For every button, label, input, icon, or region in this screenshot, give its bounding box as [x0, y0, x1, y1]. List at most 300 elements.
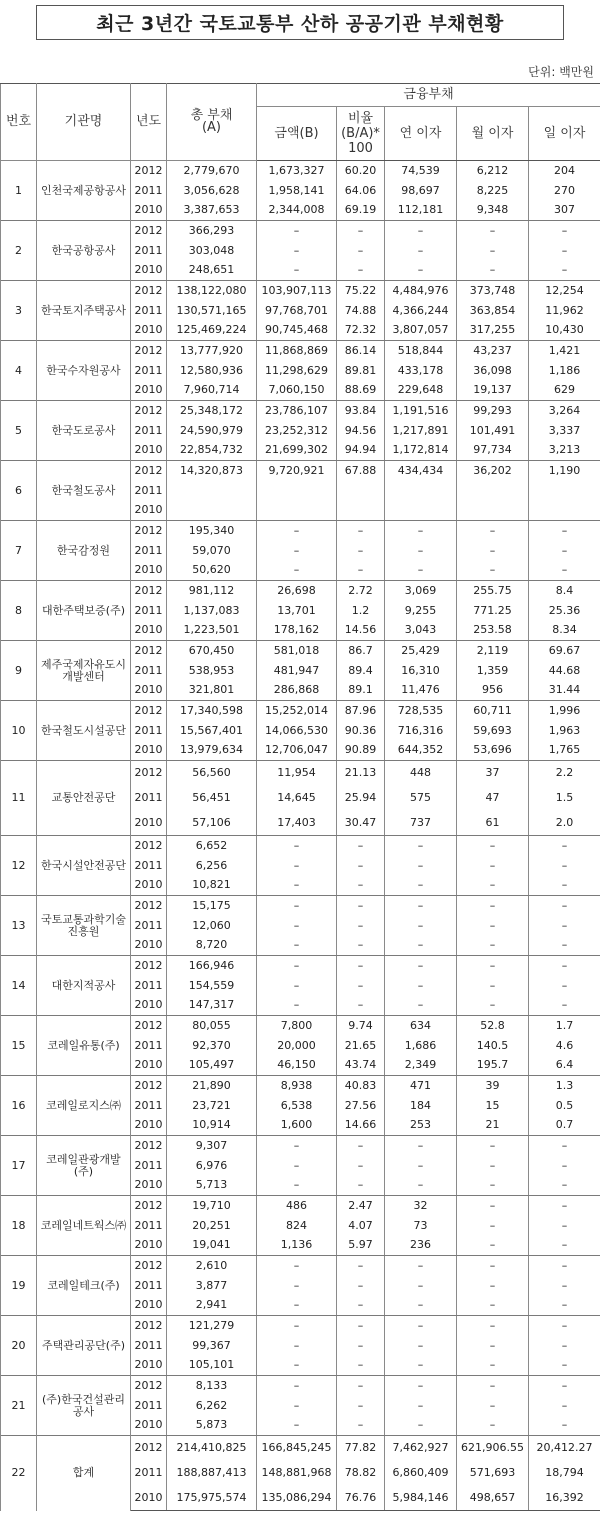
amount-cell: 11,868,869	[257, 341, 337, 361]
monthly-interest-cell: 317,255	[457, 321, 529, 341]
year-cell: 2010	[131, 621, 167, 641]
amount-cell: –	[257, 856, 337, 876]
ratio-cell: –	[337, 1336, 385, 1356]
total-debt-cell: 138,122,080	[167, 281, 257, 301]
year-cell: 2010	[131, 936, 167, 956]
amount-cell: 23,252,312	[257, 421, 337, 441]
row-number: 11	[1, 761, 37, 836]
row-number: 17	[1, 1136, 37, 1196]
daily-interest-cell: 25.36	[529, 601, 600, 621]
annual-interest-cell: –	[385, 1416, 457, 1436]
ratio-cell	[337, 501, 385, 521]
amount-cell: 7,060,150	[257, 381, 337, 401]
ratio-cell: 77.82	[337, 1436, 385, 1461]
monthly-interest-cell: 621,906.55	[457, 1436, 529, 1461]
org-name: 교통안전공단	[37, 761, 131, 836]
daily-interest-cell: 3,337	[529, 421, 600, 441]
monthly-interest-cell: 571,693	[457, 1461, 529, 1486]
amount-cell: 6,538	[257, 1096, 337, 1116]
ratio-cell: 14.66	[337, 1116, 385, 1136]
unit-label: 단위: 백만원	[528, 65, 594, 79]
ratio-cell: 25.94	[337, 786, 385, 811]
header-amount: 금액(B)	[257, 107, 337, 161]
year-cell: 2010	[131, 1116, 167, 1136]
annual-interest-cell: 471	[385, 1076, 457, 1096]
year-cell: 2011	[131, 1461, 167, 1486]
amount-cell: 11,298,629	[257, 361, 337, 381]
monthly-interest-cell: 52.8	[457, 1016, 529, 1036]
monthly-interest-cell: 43,237	[457, 341, 529, 361]
monthly-interest-cell: 498,657	[457, 1486, 529, 1511]
total-debt-cell: 3,056,628	[167, 181, 257, 201]
ratio-cell: –	[337, 521, 385, 541]
amount-cell: –	[257, 521, 337, 541]
ratio-cell: 4.07	[337, 1216, 385, 1236]
monthly-interest-cell: 97,734	[457, 441, 529, 461]
annual-interest-cell: –	[385, 1296, 457, 1316]
row-number: 21	[1, 1376, 37, 1436]
org-name: (주)한국건설관리공사	[37, 1376, 131, 1436]
ratio-cell: –	[337, 1316, 385, 1336]
ratio-cell: –	[337, 241, 385, 261]
amount-cell: –	[257, 976, 337, 996]
year-cell: 2010	[131, 1356, 167, 1376]
row-number: 7	[1, 521, 37, 581]
amount-cell: –	[257, 1376, 337, 1396]
monthly-interest-cell: –	[457, 1416, 529, 1436]
daily-interest-cell: 270	[529, 181, 600, 201]
year-cell: 2012	[131, 521, 167, 541]
annual-interest-cell: –	[385, 916, 457, 936]
daily-interest-cell: 1.7	[529, 1016, 600, 1036]
total-debt-cell: 24,590,979	[167, 421, 257, 441]
monthly-interest-cell: –	[457, 1336, 529, 1356]
monthly-interest-cell: –	[457, 521, 529, 541]
total-debt-cell: 23,721	[167, 1096, 257, 1116]
daily-interest-cell: 31.44	[529, 681, 600, 701]
amount-cell: 2,344,008	[257, 201, 337, 221]
monthly-interest-cell: –	[457, 876, 529, 896]
ratio-cell: 40.83	[337, 1076, 385, 1096]
amount-cell: –	[257, 221, 337, 241]
total-debt-cell: 321,801	[167, 681, 257, 701]
org-name: 대한지적공사	[37, 956, 131, 1016]
monthly-interest-cell: –	[457, 996, 529, 1016]
annual-interest-cell: 253	[385, 1116, 457, 1136]
year-cell: 2012	[131, 641, 167, 661]
ratio-cell: 14.56	[337, 621, 385, 641]
ratio-cell: 1.2	[337, 601, 385, 621]
total-debt-cell: 6,976	[167, 1156, 257, 1176]
total-debt-cell: 12,060	[167, 916, 257, 936]
year-cell: 2011	[131, 856, 167, 876]
monthly-interest-cell: 101,491	[457, 421, 529, 441]
table-row	[1, 836, 600, 856]
page-title: 최근 3년간 국토교통부 산하 공공기관 부채현황	[36, 5, 564, 40]
amount-cell: 8,938	[257, 1076, 337, 1096]
annual-interest-cell: 1,191,516	[385, 401, 457, 421]
daily-interest-cell	[529, 481, 600, 501]
annual-interest-cell: –	[385, 896, 457, 916]
daily-interest-cell: –	[529, 1336, 600, 1356]
monthly-interest-cell: –	[457, 976, 529, 996]
row-number: 9	[1, 641, 37, 701]
total-debt-cell: 50,620	[167, 561, 257, 581]
monthly-interest-cell: 255.75	[457, 581, 529, 601]
row-number: 20	[1, 1316, 37, 1376]
ratio-cell: –	[337, 856, 385, 876]
header-total	[167, 84, 257, 161]
daily-interest-cell: 1.5	[529, 786, 600, 811]
monthly-interest-cell: 47	[457, 786, 529, 811]
amount-cell: –	[257, 1396, 337, 1416]
amount-cell: –	[257, 1256, 337, 1276]
year-cell: 2010	[131, 996, 167, 1016]
ratio-cell: 21.13	[337, 761, 385, 786]
total-debt-cell: 10,914	[167, 1116, 257, 1136]
table-row	[1, 1136, 600, 1156]
total-debt-cell: 130,571,165	[167, 301, 257, 321]
annual-interest-cell: 6,860,409	[385, 1461, 457, 1486]
amount-cell: 14,645	[257, 786, 337, 811]
monthly-interest-cell: 253.58	[457, 621, 529, 641]
total-debt-cell: 125,469,224	[167, 321, 257, 341]
amount-cell: –	[257, 541, 337, 561]
year-cell: 2011	[131, 1276, 167, 1296]
org-name: 한국도로공사	[37, 401, 131, 461]
ratio-cell: –	[337, 996, 385, 1016]
monthly-interest-cell: –	[457, 1296, 529, 1316]
amount-cell: –	[257, 561, 337, 581]
table-row	[1, 641, 600, 661]
annual-interest-cell: 728,535	[385, 701, 457, 721]
org-name: 대한주택보증(주)	[37, 581, 131, 641]
total-debt-cell: 3,877	[167, 1276, 257, 1296]
daily-interest-cell: 20,412.27	[529, 1436, 600, 1461]
header-org: 기관명	[37, 84, 131, 161]
annual-interest-cell	[385, 481, 457, 501]
year-cell: 2012	[131, 161, 167, 181]
monthly-interest-cell: –	[457, 261, 529, 281]
annual-interest-cell: 634	[385, 1016, 457, 1036]
row-number: 1	[1, 161, 37, 221]
year-cell: 2011	[131, 1096, 167, 1116]
daily-interest-cell: 1,996	[529, 701, 600, 721]
row-number: 6	[1, 461, 37, 521]
monthly-interest-cell: 373,748	[457, 281, 529, 301]
monthly-interest-cell	[457, 481, 529, 501]
annual-interest-cell: 3,043	[385, 621, 457, 641]
table-row	[1, 521, 600, 541]
ratio-cell: –	[337, 1156, 385, 1176]
monthly-interest-cell: –	[457, 1276, 529, 1296]
total-debt-cell	[167, 501, 257, 521]
row-number: 2	[1, 221, 37, 281]
debt-table	[0, 83, 600, 1511]
year-cell: 2010	[131, 1296, 167, 1316]
total-debt-cell: 214,410,825	[167, 1436, 257, 1461]
daily-interest-cell: 8.34	[529, 621, 600, 641]
total-debt-cell: 13,777,920	[167, 341, 257, 361]
amount-cell: 103,907,113	[257, 281, 337, 301]
annual-interest-cell: 73	[385, 1216, 457, 1236]
daily-interest-cell: –	[529, 1416, 600, 1436]
ratio-cell: 2.47	[337, 1196, 385, 1216]
ratio-cell: –	[337, 1256, 385, 1276]
daily-interest-cell: 629	[529, 381, 600, 401]
ratio-cell: 9.74	[337, 1016, 385, 1036]
daily-interest-cell: –	[529, 1216, 600, 1236]
ratio-cell: 89.1	[337, 681, 385, 701]
org-name: 코레일로지스㈜	[37, 1076, 131, 1136]
annual-interest-cell: –	[385, 521, 457, 541]
table-row	[1, 401, 600, 421]
amount-cell: –	[257, 1176, 337, 1196]
total-debt-cell: 19,710	[167, 1196, 257, 1216]
amount-cell: 13,701	[257, 601, 337, 621]
total-debt-cell: 248,651	[167, 261, 257, 281]
daily-interest-cell: –	[529, 1356, 600, 1376]
amount-cell: –	[257, 876, 337, 896]
ratio-cell: 67.88	[337, 461, 385, 481]
daily-interest-cell: 10,430	[529, 321, 600, 341]
daily-interest-cell: 6.4	[529, 1056, 600, 1076]
monthly-interest-cell: –	[457, 241, 529, 261]
amount-cell: 11,954	[257, 761, 337, 786]
table-body	[1, 161, 600, 1511]
annual-interest-cell: –	[385, 241, 457, 261]
year-cell: 2011	[131, 601, 167, 621]
total-debt-cell: 2,610	[167, 1256, 257, 1276]
monthly-interest-cell: –	[457, 836, 529, 856]
daily-interest-cell: –	[529, 1196, 600, 1216]
amount-cell: –	[257, 1316, 337, 1336]
year-cell: 2010	[131, 441, 167, 461]
ratio-cell: 75.22	[337, 281, 385, 301]
amount-cell: –	[257, 996, 337, 1016]
total-debt-cell: 105,101	[167, 1356, 257, 1376]
monthly-interest-cell: 19,137	[457, 381, 529, 401]
amount-cell: 17,403	[257, 811, 337, 836]
daily-interest-cell: 4.6	[529, 1036, 600, 1056]
total-debt-cell: 10,821	[167, 876, 257, 896]
year-cell: 2010	[131, 501, 167, 521]
table-row	[1, 161, 600, 181]
total-debt-cell: 5,713	[167, 1176, 257, 1196]
annual-interest-cell: 9,255	[385, 601, 457, 621]
ratio-cell: 78.82	[337, 1461, 385, 1486]
ratio-cell: –	[337, 1176, 385, 1196]
total-debt-cell: 8,720	[167, 936, 257, 956]
total-debt-cell: 147,317	[167, 996, 257, 1016]
daily-interest-cell: 3,264	[529, 401, 600, 421]
ratio-cell: –	[337, 1136, 385, 1156]
year-cell: 2012	[131, 461, 167, 481]
daily-interest-cell: 44.68	[529, 661, 600, 681]
monthly-interest-cell: –	[457, 916, 529, 936]
table-row	[1, 1196, 600, 1216]
year-cell: 2010	[131, 261, 167, 281]
daily-interest-cell: –	[529, 976, 600, 996]
annual-interest-cell: 98,697	[385, 181, 457, 201]
daily-interest-cell: 2.0	[529, 811, 600, 836]
row-number: 16	[1, 1076, 37, 1136]
total-debt-cell: 92,370	[167, 1036, 257, 1056]
ratio-cell: 43.74	[337, 1056, 385, 1076]
year-cell: 2012	[131, 1256, 167, 1276]
annual-interest-cell	[385, 501, 457, 521]
row-number: 3	[1, 281, 37, 341]
daily-interest-cell	[529, 501, 600, 521]
annual-interest-cell: 1,172,814	[385, 441, 457, 461]
year-cell: 2011	[131, 916, 167, 936]
amount-cell: 1,673,327	[257, 161, 337, 181]
annual-interest-cell: 1,686	[385, 1036, 457, 1056]
total-debt-cell: 15,175	[167, 896, 257, 916]
org-name: 코레일관광개발(주)	[37, 1136, 131, 1196]
year-cell: 2012	[131, 1316, 167, 1336]
ratio-cell: 86.7	[337, 641, 385, 661]
total-debt-cell: 80,055	[167, 1016, 257, 1036]
total-debt-cell: 6,652	[167, 836, 257, 856]
monthly-interest-cell: 21	[457, 1116, 529, 1136]
annual-interest-cell: –	[385, 1256, 457, 1276]
ratio-cell: –	[337, 561, 385, 581]
ratio-cell: –	[337, 1396, 385, 1416]
org-name: 제주국제자유도시개발센터	[37, 641, 131, 701]
monthly-interest-cell: 39	[457, 1076, 529, 1096]
monthly-interest-cell: 36,098	[457, 361, 529, 381]
amount-cell: 135,086,294	[257, 1486, 337, 1511]
amount-cell: 166,845,245	[257, 1436, 337, 1461]
daily-interest-cell: 1,963	[529, 721, 600, 741]
org-name: 한국철도시설공단	[37, 701, 131, 761]
total-debt-cell: 9,307	[167, 1136, 257, 1156]
annual-interest-cell: 32	[385, 1196, 457, 1216]
annual-interest-cell: –	[385, 1136, 457, 1156]
total-debt-cell: 56,451	[167, 786, 257, 811]
year-cell: 2011	[131, 241, 167, 261]
daily-interest-cell: –	[529, 1316, 600, 1336]
row-number: 4	[1, 341, 37, 401]
year-cell: 2011	[131, 661, 167, 681]
amount-cell: –	[257, 1296, 337, 1316]
daily-interest-cell: 1,190	[529, 461, 600, 481]
year-cell: 2010	[131, 1176, 167, 1196]
daily-interest-cell: 2.2	[529, 761, 600, 786]
amount-cell: 12,706,047	[257, 741, 337, 761]
ratio-cell: 74.88	[337, 301, 385, 321]
amount-cell: –	[257, 1136, 337, 1156]
year-cell: 2012	[131, 1196, 167, 1216]
annual-interest-cell: 74,539	[385, 161, 457, 181]
year-cell: 2012	[131, 836, 167, 856]
year-cell: 2012	[131, 761, 167, 786]
ratio-cell: –	[337, 1296, 385, 1316]
year-cell: 2012	[131, 281, 167, 301]
amount-cell: 15,252,014	[257, 701, 337, 721]
annual-interest-cell: –	[385, 976, 457, 996]
monthly-interest-cell: –	[457, 1316, 529, 1336]
monthly-interest-cell: –	[457, 1176, 529, 1196]
amount-cell: 486	[257, 1196, 337, 1216]
table-row	[1, 761, 600, 786]
year-cell: 2011	[131, 421, 167, 441]
daily-interest-cell: –	[529, 261, 600, 281]
table-row	[1, 281, 600, 301]
ratio-cell: 76.76	[337, 1486, 385, 1511]
daily-interest-cell: –	[529, 836, 600, 856]
ratio-cell: 64.06	[337, 181, 385, 201]
ratio-cell: 90.89	[337, 741, 385, 761]
annual-interest-cell: –	[385, 1316, 457, 1336]
total-debt-cell: 195,340	[167, 521, 257, 541]
year-cell: 2011	[131, 1036, 167, 1056]
year-cell: 2012	[131, 896, 167, 916]
header-ratio	[337, 107, 385, 161]
annual-interest-cell: –	[385, 1176, 457, 1196]
daily-interest-cell: 1.3	[529, 1076, 600, 1096]
annual-interest-cell: 5,984,146	[385, 1486, 457, 1511]
org-name: 한국수자원공사	[37, 341, 131, 401]
monthly-interest-cell: 1,359	[457, 661, 529, 681]
annual-interest-cell: 644,352	[385, 741, 457, 761]
monthly-interest-cell: –	[457, 1376, 529, 1396]
ratio-cell: –	[337, 1416, 385, 1436]
annual-interest-cell: –	[385, 1336, 457, 1356]
org-name: 주택관리공단(주)	[37, 1316, 131, 1376]
daily-interest-cell: –	[529, 241, 600, 261]
total-debt-cell: 1,137,083	[167, 601, 257, 621]
annual-interest-cell: 2,349	[385, 1056, 457, 1076]
total-debt-cell: 154,559	[167, 976, 257, 996]
monthly-interest-cell: –	[457, 1396, 529, 1416]
year-cell: 2012	[131, 1436, 167, 1461]
daily-interest-cell: –	[529, 1276, 600, 1296]
monthly-interest-cell: –	[457, 221, 529, 241]
annual-interest-cell: –	[385, 936, 457, 956]
ratio-cell: –	[337, 956, 385, 976]
daily-interest-cell: 69.67	[529, 641, 600, 661]
amount-cell: 824	[257, 1216, 337, 1236]
year-cell: 2010	[131, 1236, 167, 1256]
year-cell: 2012	[131, 956, 167, 976]
annual-interest-cell: 25,429	[385, 641, 457, 661]
amount-cell: –	[257, 1356, 337, 1376]
daily-interest-cell: 3,213	[529, 441, 600, 461]
annual-interest-cell: –	[385, 956, 457, 976]
year-cell: 2011	[131, 786, 167, 811]
annual-interest-cell: 112,181	[385, 201, 457, 221]
year-cell: 2011	[131, 976, 167, 996]
year-cell: 2010	[131, 1056, 167, 1076]
amount-cell: 26,698	[257, 581, 337, 601]
daily-interest-cell: 1,186	[529, 361, 600, 381]
ratio-cell: –	[337, 916, 385, 936]
amount-cell	[257, 501, 337, 521]
table-row	[1, 956, 600, 976]
ratio-cell: –	[337, 1276, 385, 1296]
amount-cell: –	[257, 261, 337, 281]
ratio-cell: 94.56	[337, 421, 385, 441]
daily-interest-cell: 0.5	[529, 1096, 600, 1116]
ratio-cell: 69.19	[337, 201, 385, 221]
header-year: 년도	[131, 84, 167, 161]
ratio-cell: 60.20	[337, 161, 385, 181]
year-cell: 2010	[131, 681, 167, 701]
header-total-sub: (A)	[201, 120, 222, 135]
org-name: 한국감정원	[37, 521, 131, 581]
